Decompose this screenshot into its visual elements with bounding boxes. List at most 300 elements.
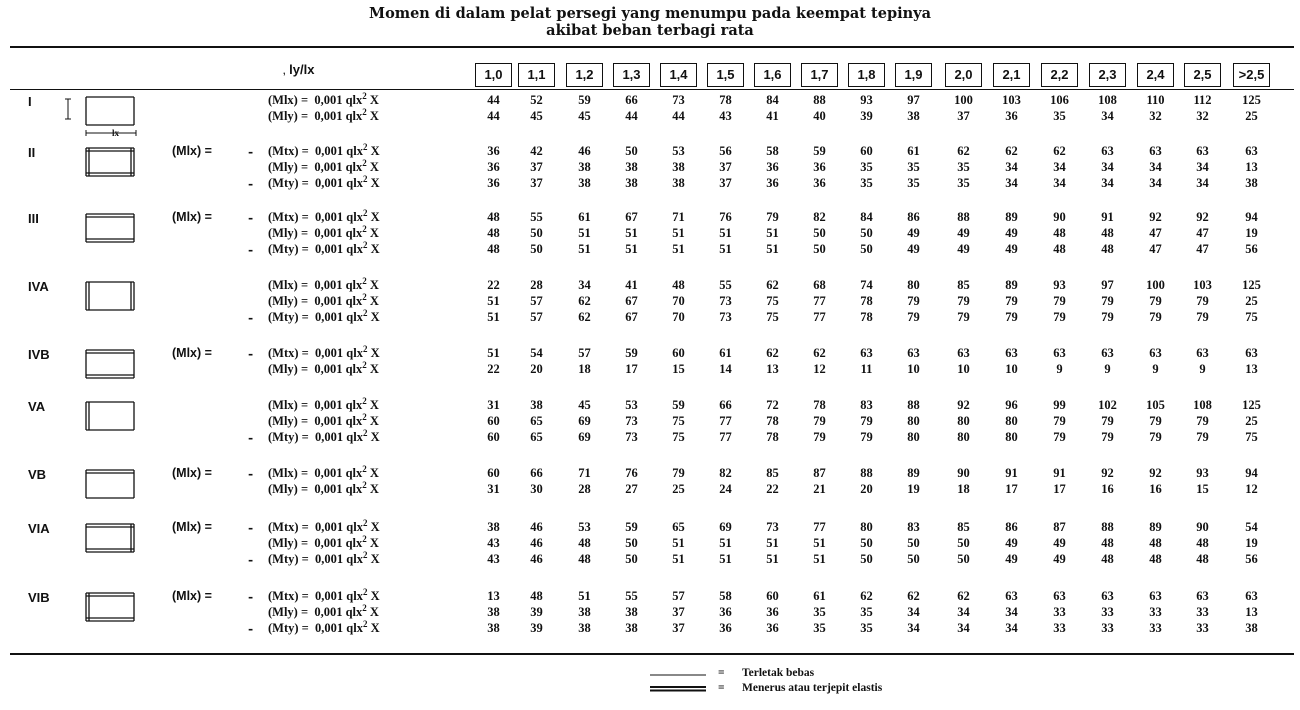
header-rule	[10, 89, 1294, 90]
moment-factor-exponent: 2	[362, 275, 367, 286]
moment-coefficient: 39	[530, 621, 543, 635]
plate-support-diagram	[80, 518, 140, 558]
moment-coefficient: 37	[957, 109, 970, 123]
moment-coefficient: 53	[625, 398, 638, 412]
moment-coefficient: 61	[907, 144, 920, 158]
moment-coefficient: 78	[766, 414, 779, 428]
moment-coefficient: 50	[957, 552, 970, 566]
moment-multiplier: X	[369, 93, 379, 107]
moment-coefficient: 79	[1149, 310, 1162, 324]
moment-name: (Mty) =	[268, 430, 309, 444]
moment-factor-exponent: 2	[362, 586, 368, 597]
moment-coefficient: 37	[672, 605, 685, 619]
moment-coefficient: 71	[578, 466, 591, 480]
moment-coefficient: 49	[1005, 226, 1018, 240]
moment-coefficient: 34	[957, 621, 970, 635]
moment-coefficient: 48	[1196, 536, 1209, 550]
moment-coefficient: 63	[1101, 346, 1114, 360]
moment-coefficient: 44	[487, 109, 500, 123]
moment-coefficient: 70	[672, 310, 685, 324]
row-dash: -	[248, 144, 254, 159]
moment-factor: 0,001 qlx	[315, 621, 363, 635]
moment-coefficient: 46	[530, 552, 543, 566]
moment-coefficient: 13	[487, 589, 500, 603]
moment-coefficient: 19	[1245, 536, 1258, 550]
moment-name: (Mlx) =	[268, 398, 309, 412]
moment-coefficient: 39	[530, 605, 543, 619]
moment-coefficient: 41	[625, 278, 638, 292]
row-dash: -	[248, 520, 254, 535]
table-title-line1: Momen di dalam pelat persegi yang menumpu pada keempat tepinya	[369, 5, 931, 22]
moment-coefficient: 51	[672, 536, 685, 550]
moment-factor: 0,001 qlx	[315, 346, 363, 360]
moment-coefficient: 70	[672, 294, 685, 308]
moment-multiplier: X	[369, 362, 379, 376]
moment-coefficient: 50	[530, 242, 543, 256]
moment-factor: 0,001 qlx	[314, 226, 363, 240]
moment-factor: 0,001 qlx	[315, 210, 363, 224]
moment-coefficient: 88	[1101, 520, 1114, 534]
moment-coefficient: 33	[1149, 605, 1162, 619]
moment-coefficient: 25	[1245, 414, 1258, 428]
moment-coefficient: 63	[1005, 589, 1018, 603]
moment-coefficient: 80	[907, 278, 920, 292]
moment-coefficient: 34	[1005, 160, 1018, 174]
moment-coefficient: 62	[860, 589, 873, 603]
moment-coefficient: 24	[719, 482, 732, 496]
moment-coefficient: 79	[1101, 294, 1114, 308]
moment-coefficient: 38	[672, 176, 685, 190]
moment-coefficient: 48	[530, 589, 543, 603]
moment-coefficient: 78	[813, 398, 826, 412]
moment-coefficient: 73	[625, 430, 638, 444]
moment-coefficient: 30	[530, 482, 543, 496]
case-label: VIA	[28, 521, 50, 536]
moment-multiplier: X	[370, 589, 380, 603]
moment-coefficient: 51	[625, 242, 638, 256]
moment-coefficient: 100	[954, 93, 973, 107]
moment-coefficient: 60	[487, 430, 500, 444]
moment-coefficient: 51	[719, 552, 732, 566]
moment-name: (Mlx) =	[268, 466, 309, 480]
moment-multiplier: X	[370, 176, 380, 190]
moment-coefficient: 62	[578, 294, 591, 308]
moment-coefficient: 49	[957, 226, 970, 240]
moment-coefficient: 32	[1149, 109, 1162, 123]
moment-coefficient: 34	[578, 278, 591, 292]
moment-factor-exponent: 2	[362, 106, 367, 117]
ratio-header-cell: 1,7	[801, 63, 838, 87]
moment-coefficient: 20	[860, 482, 873, 496]
moment-coefficient: 50	[957, 536, 970, 550]
moment-coefficient: 28	[530, 278, 543, 292]
moment-coefficient: 80	[957, 430, 970, 444]
moment-coefficient: 51	[672, 242, 685, 256]
moment-coefficient: 14	[719, 362, 732, 376]
moment-factor: 0,001 qlx	[314, 482, 363, 496]
moment-coefficient: 53	[672, 144, 685, 158]
moment-coefficient: 79	[1101, 430, 1114, 444]
moment-coefficient: 15	[672, 362, 685, 376]
mlx-span-label: (Mlx) =	[172, 520, 212, 534]
continuous-edge-line-icon	[650, 685, 706, 693]
moment-coefficient: 50	[860, 242, 873, 256]
moment-coefficient: 38	[487, 605, 500, 619]
moment-coefficient: 63	[860, 346, 873, 360]
moment-coefficient: 79	[1101, 310, 1114, 324]
moment-coefficient: 34	[1196, 160, 1209, 174]
moment-coefficient: 12	[1245, 482, 1258, 496]
moment-formula	[268, 106, 379, 124]
moment-coefficient: 42	[530, 144, 543, 158]
moment-coefficient: 37	[719, 160, 732, 174]
moment-coefficient: 60	[672, 346, 685, 360]
moment-coefficient: 51	[578, 242, 591, 256]
moment-coefficient: 36	[719, 605, 732, 619]
moment-coefficient: 48	[1101, 226, 1114, 240]
moment-coefficient: 75	[766, 310, 779, 324]
moment-coefficient: 49	[1005, 242, 1018, 256]
plate-support-diagram	[80, 587, 140, 627]
moment-coefficient: 33	[1053, 621, 1066, 635]
legend-free-sym: =	[718, 667, 725, 679]
moment-coefficient: 56	[1245, 552, 1258, 566]
moment-coefficient: 35	[860, 621, 873, 635]
moment-coefficient: 108	[1098, 93, 1117, 107]
moment-coefficient: 63	[1149, 346, 1162, 360]
ratio-header-cell: 1,4	[660, 63, 697, 87]
moment-formula	[268, 223, 379, 241]
ratio-header-cell: 1,5	[707, 63, 744, 87]
moment-coefficient: 63	[1053, 589, 1066, 603]
moment-coefficient: 48	[487, 242, 500, 256]
moment-coefficient: 69	[719, 520, 732, 534]
moment-coefficient: 90	[1196, 520, 1209, 534]
moment-coefficient: 84	[766, 93, 779, 107]
moment-coefficient: 43	[487, 552, 500, 566]
case-label: II	[28, 145, 36, 160]
moment-coefficient: 25	[1245, 109, 1258, 123]
moment-multiplier: X	[369, 294, 379, 308]
moment-formula	[268, 157, 379, 175]
moment-coefficient: 38	[625, 176, 638, 190]
moment-coefficient: 80	[1005, 414, 1018, 428]
moment-coefficient: 89	[907, 466, 920, 480]
table-title-line2: akibat beban terbagi rata	[546, 22, 754, 39]
moment-coefficient: 62	[957, 589, 970, 603]
moment-coefficient: 56	[719, 144, 732, 158]
moment-formula	[268, 479, 379, 497]
moment-coefficient: 31	[487, 482, 500, 496]
moment-coefficient: 63	[1196, 589, 1209, 603]
moment-factor: 0,001 qlx	[315, 310, 363, 324]
moment-coefficient: 63	[1149, 144, 1162, 158]
moment-coefficient: 36	[766, 605, 779, 619]
moment-coefficient: 79	[1196, 414, 1209, 428]
ratio-header-cell: 1,3	[613, 63, 650, 87]
moment-coefficient: 50	[625, 536, 638, 550]
moment-coefficient: 79	[1149, 430, 1162, 444]
moment-coefficient: 38	[625, 605, 638, 619]
moment-coefficient: 25	[672, 482, 685, 496]
moment-coefficient: 48	[672, 278, 685, 292]
dimension-label: lx	[112, 128, 120, 138]
moment-coefficient: 80	[860, 520, 873, 534]
moment-coefficient: 78	[766, 430, 779, 444]
moment-factor-exponent: 2	[362, 157, 367, 168]
moment-coefficient: 19	[1245, 226, 1258, 240]
moment-multiplier: X	[369, 414, 379, 428]
plate-support-diagram	[80, 396, 140, 436]
moment-factor-exponent: 2	[362, 291, 367, 302]
moment-factor: 0,001 qlx	[315, 552, 363, 566]
moment-factor-exponent: 2	[362, 427, 368, 438]
moment-coefficient: 38	[530, 398, 543, 412]
moment-coefficient: 83	[907, 520, 920, 534]
moment-coefficient: 62	[957, 144, 970, 158]
moment-coefficient: 79	[1005, 310, 1018, 324]
moment-coefficient: 34	[1005, 605, 1018, 619]
moment-multiplier: X	[369, 278, 379, 292]
moment-coefficient: 66	[719, 398, 732, 412]
moment-name: (Mtx) =	[268, 144, 309, 158]
moment-coefficient: 106	[1050, 93, 1069, 107]
moment-coefficient: 38	[578, 176, 591, 190]
moment-coefficient: 78	[719, 93, 732, 107]
moment-coefficient: 48	[1196, 552, 1209, 566]
moment-coefficient: 58	[719, 589, 732, 603]
moment-coefficient: 27	[625, 482, 638, 496]
mlx-span-label: (Mlx) =	[172, 210, 212, 224]
case-label: IVA	[28, 279, 49, 294]
moment-coefficient: 48	[1053, 242, 1066, 256]
moment-coefficient: 75	[672, 430, 685, 444]
moment-coefficient: 100	[1146, 278, 1165, 292]
moment-coefficient: 79	[1053, 310, 1066, 324]
moment-factor-exponent: 2	[362, 343, 368, 354]
moment-coefficient: 66	[530, 466, 543, 480]
moment-formula	[268, 275, 379, 293]
moment-coefficient: 91	[1005, 466, 1018, 480]
moment-coefficient: 79	[766, 210, 779, 224]
moment-factor-exponent: 2	[362, 463, 367, 474]
moment-coefficient: 73	[719, 294, 732, 308]
ratio-header-cell: 1,8	[848, 63, 885, 87]
moment-coefficient: 67	[625, 310, 638, 324]
moment-coefficient: 38	[1245, 621, 1258, 635]
moment-coefficient: 35	[813, 621, 826, 635]
moment-coefficient: 112	[1193, 93, 1212, 107]
moment-coefficient: 38	[625, 160, 638, 174]
moment-coefficient: 46	[530, 536, 543, 550]
moment-coefficient: 103	[1002, 93, 1021, 107]
moment-coefficient: 96	[1005, 398, 1018, 412]
moment-multiplier: X	[369, 482, 379, 496]
moment-coefficient: 21	[813, 482, 826, 496]
moment-coefficient: 50	[907, 536, 920, 550]
moment-coefficient: 86	[1005, 520, 1018, 534]
mlx-span-label: (Mlx) =	[172, 589, 212, 603]
moment-coefficient: 50	[813, 226, 826, 240]
moment-coefficient: 51	[578, 226, 591, 240]
moment-coefficient: 59	[625, 520, 638, 534]
moment-coefficient: 54	[530, 346, 543, 360]
moment-coefficient: 36	[487, 176, 500, 190]
moment-coefficient: 35	[860, 160, 873, 174]
moment-coefficient: 94	[1245, 466, 1258, 480]
moment-coefficient: 47	[1149, 226, 1162, 240]
moment-coefficient: 87	[813, 466, 826, 480]
moment-coefficient: 47	[1149, 242, 1162, 256]
moment-coefficient: 48	[1101, 552, 1114, 566]
moment-coefficient: 66	[625, 93, 638, 107]
moment-name: (Mtx) =	[268, 210, 309, 224]
moment-coefficient: 62	[766, 346, 779, 360]
legend-free-text: Terletak bebas	[742, 667, 815, 679]
moment-name: (Mty) =	[268, 242, 309, 256]
moment-coefficient: 79	[1053, 430, 1066, 444]
moment-factor: 0,001 qlx	[314, 362, 363, 376]
moment-coefficient: 12	[813, 362, 826, 376]
moment-coefficient: 50	[625, 552, 638, 566]
moment-coefficient: 90	[1053, 210, 1066, 224]
moment-coefficient: 93	[860, 93, 873, 107]
ratio-header-label	[283, 62, 314, 77]
moment-coefficient: 88	[957, 210, 970, 224]
moment-coefficient: 36	[766, 160, 779, 174]
moment-coefficient: 79	[957, 310, 970, 324]
moment-coefficient: 51	[578, 589, 591, 603]
moment-coefficient: 79	[1005, 294, 1018, 308]
moment-coefficient: 44	[487, 93, 500, 107]
moment-coefficient: 34	[1149, 160, 1162, 174]
moment-coefficient: 59	[813, 144, 826, 158]
moment-formula	[268, 395, 379, 413]
moment-coefficient: 82	[813, 210, 826, 224]
moment-coefficient: 50	[860, 226, 873, 240]
moment-coefficient: 89	[1149, 520, 1162, 534]
moment-formula	[268, 602, 379, 620]
ratio-header-cell: 2,1	[993, 63, 1030, 87]
moment-coefficient: 68	[813, 278, 826, 292]
moment-coefficient: 92	[957, 398, 970, 412]
moment-coefficient: 63	[1053, 346, 1066, 360]
moment-coefficient: 69	[578, 414, 591, 428]
moment-coefficient: 35	[860, 176, 873, 190]
moment-coefficient: 79	[1101, 414, 1114, 428]
ratio-header-cell: 1,6	[754, 63, 791, 87]
moment-coefficient: 85	[766, 466, 779, 480]
moment-coefficient: 61	[578, 210, 591, 224]
moment-coefficient: 125	[1242, 278, 1261, 292]
free-edge-line-icon	[650, 672, 706, 678]
row-dash: -	[248, 242, 254, 257]
moment-coefficient: 48	[487, 226, 500, 240]
moment-coefficient: 65	[530, 430, 543, 444]
moment-coefficient: 79	[1196, 294, 1209, 308]
moment-multiplier: X	[369, 109, 379, 123]
moment-multiplier: X	[370, 210, 380, 224]
moment-coefficient: 37	[530, 176, 543, 190]
moment-coefficient: 48	[1149, 536, 1162, 550]
ratio-header-cell: 1,1	[518, 63, 555, 87]
moment-coefficient: 22	[487, 362, 500, 376]
moment-coefficient: 77	[719, 430, 732, 444]
moment-coefficient: 60	[860, 144, 873, 158]
row-dash: -	[248, 346, 254, 361]
moment-coefficient: 32	[1196, 109, 1209, 123]
moment-coefficient: 108	[1193, 398, 1212, 412]
moment-coefficient: 51	[766, 536, 779, 550]
moment-factor: 0,001 qlx	[315, 520, 363, 534]
moment-coefficient: 80	[907, 430, 920, 444]
moment-name: (Mlx) =	[268, 93, 309, 107]
row-dash: -	[248, 310, 254, 325]
moment-coefficient: 28	[578, 482, 591, 496]
moment-name: (Mtx) =	[268, 589, 309, 603]
plate-support-diagram	[80, 276, 140, 316]
case-label: III	[28, 211, 39, 226]
plate-support-diagram	[80, 142, 140, 182]
moment-coefficient: 63	[1196, 346, 1209, 360]
moment-coefficient: 92	[1149, 210, 1162, 224]
moment-coefficient: 18	[578, 362, 591, 376]
moment-factor-exponent: 2	[362, 602, 367, 613]
moment-coefficient: 47	[1196, 226, 1209, 240]
row-dash: -	[248, 621, 254, 636]
moment-coefficient: 51	[487, 310, 500, 324]
moment-factor: 0,001 qlx	[315, 242, 363, 256]
moment-coefficient: 34	[907, 605, 920, 619]
moment-factor: 0,001 qlx	[314, 160, 363, 174]
moment-coefficient: 73	[672, 93, 685, 107]
moment-formula	[268, 549, 380, 567]
moment-coefficient: 10	[957, 362, 970, 376]
moment-multiplier: X	[370, 621, 380, 635]
moment-coefficient: 35	[957, 160, 970, 174]
moment-coefficient: 38	[578, 160, 591, 174]
moment-coefficient: 33	[1053, 605, 1066, 619]
moment-coefficient: 50	[813, 242, 826, 256]
ratio-mark: ,	[283, 66, 286, 76]
moment-formula	[268, 173, 380, 191]
moment-coefficient: 49	[907, 226, 920, 240]
moment-coefficient: 34	[907, 621, 920, 635]
moment-coefficient: 51	[625, 226, 638, 240]
moment-coefficient: 49	[907, 242, 920, 256]
moment-coefficient: 34	[1101, 176, 1114, 190]
moment-multiplier: X	[369, 398, 379, 412]
moment-name: (Mty) =	[268, 310, 309, 324]
moment-coefficient: 62	[1053, 144, 1066, 158]
moment-coefficient: 55	[719, 278, 732, 292]
case-label: VB	[28, 467, 47, 482]
ratio-header-cell: 2,4	[1137, 63, 1174, 87]
moment-coefficient: 59	[578, 93, 591, 107]
ratio-header-cell: 2,5	[1184, 63, 1221, 87]
moment-coefficient: 56	[1245, 242, 1258, 256]
moment-coefficient: 51	[672, 552, 685, 566]
moment-coefficient: 62	[813, 346, 826, 360]
moment-coefficient: 34	[957, 605, 970, 619]
moment-name: (Mly) =	[268, 226, 309, 240]
moment-coefficient: 80	[957, 414, 970, 428]
moment-coefficient: 88	[860, 466, 873, 480]
moment-coefficient: 58	[766, 144, 779, 158]
moment-coefficient: 57	[530, 294, 543, 308]
moment-coefficient: 33	[1149, 621, 1162, 635]
moment-coefficient: 33	[1196, 605, 1209, 619]
